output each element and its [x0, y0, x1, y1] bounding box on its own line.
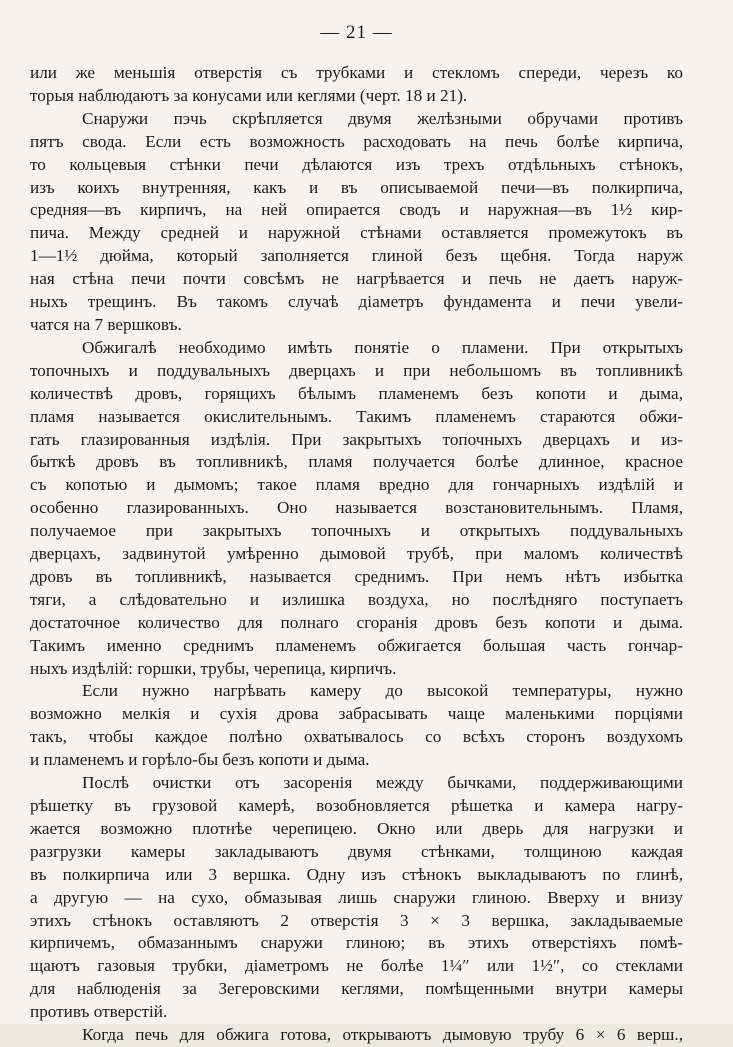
paragraph [30, 1024, 683, 1047]
text-line: ныхъ издѣлій: горшки, трубы, черепица, кирпичъ. [30, 658, 397, 678]
text-line: быткѣ дровъ въ топливникѣ, пламя получается болѣе длинное, красное [30, 452, 683, 472]
text-line: Обжигалѣ необходимо имѣть понятіе о пламени. При открытыхъ [82, 337, 683, 357]
paragraph [30, 337, 683, 681]
text-line: ныхъ трещинъ. Въ такомъ случаѣ діаметръ фундамента и печи увели- [30, 292, 683, 312]
text-line: рѣшетку въ грузовой камерѣ, возобновляется рѣшетка и камера нагру- [30, 796, 683, 815]
text-line: гать глазированныя издѣлія. При закрытыхъ топочныхъ дверцахъ и из- [30, 429, 683, 449]
text-line: возможно мелкія и сухія дрова забрасывать чаще маленькими порціями [30, 704, 683, 724]
paragraph [30, 772, 683, 1024]
text-line: дровъ въ топливникѣ, называется среднимъ. При немъ нѣтъ избытка [30, 566, 683, 586]
text-line: пламя называется окислительнымъ. Такимъ пламенемъ стараются обжи- [30, 406, 683, 426]
text-line: торыя наблюдаютъ за конусами или кеглями (черт. 18 и 21). [30, 85, 468, 105]
text-line: съ копотью и дымомъ; такое пламя вредно для гончарныхъ издѣлій и [30, 475, 683, 495]
text-line: въ полкирпича или 3 вершка. Одну изъ стѣнокъ выкладываютъ по глинѣ, [30, 864, 683, 884]
text-line: чатся на 7 вершковъ. [30, 314, 182, 334]
text-line: кирпичемъ, обмазаннымъ снаружи глиною; въ этихъ отверстіяхъ помѣ- [30, 933, 683, 953]
text-line: количествѣ дровъ, горящихъ бѣлымъ пламенемъ безъ копоти и дыма, [30, 383, 683, 403]
text-line: получаемое при закрытыхъ топочныхъ и открытыхъ поддувальныхъ [30, 521, 683, 541]
text-line: ная стѣна печи почти совсѣмъ не нагрѣвается и печь не даетъ наруж- [30, 269, 683, 289]
text-line: Послѣ очистки отъ засоренія между бычками, поддерживающими [82, 773, 683, 793]
text-line: и пламенемъ и горѣло-бы безъ копоти и дыма. [30, 750, 370, 770]
text-line: для наблюденія за Зегеровскими кеглями, помѣщенными внутри камеры [30, 979, 683, 999]
text-line: Если нужно нагрѣвать камеру до высокой температуры, нужно [82, 681, 683, 701]
text-line: жается возможно плотнѣе черепицею. Окно или дверь для нагрузки и [30, 818, 683, 838]
text-line: Когда печь для обжига готова, открываютъ дымовую трубу 6 × 6 верш., [82, 1025, 683, 1045]
text-line: этихъ стѣнокъ оставляютъ 2 отверстія 3 × 3 вершка, закладываемые [30, 910, 683, 930]
text-line: изъ коихъ внутренняя, какъ и въ описываемой печи—въ полкирпича, [30, 177, 683, 197]
text-line: тяги, а слѣдовательно и излишка воздуха, но послѣдняго поступаетъ [30, 589, 683, 609]
text-line: то кольцевыя стѣнки печи дѣлаются изъ трехъ отдѣльныхъ стѣнокъ, [30, 154, 683, 174]
text-line: Такимъ именно среднимъ пламенемъ обжигается большая часть гончар- [30, 635, 683, 655]
paragraph [30, 680, 683, 772]
paragraph [30, 108, 683, 337]
page-number: — 21 — [320, 22, 393, 43]
text-line: пятъ свода. Если есть возможность расходовать на печь болѣе кирпича, [30, 131, 683, 151]
text-line: топочныхъ и поддувальныхъ дверцахъ и при небольшомъ въ топливникѣ [30, 360, 683, 380]
text-line: щаютъ газовыя трубки, діаметромъ не болѣе 1¼″ или 1½″, со стеклами [30, 956, 683, 976]
text-line: противъ отверстій. [30, 1002, 168, 1022]
paragraph [30, 62, 683, 108]
text-line: дверцахъ, задвинутой умѣренно дымовой трубѣ, при маломъ количествѣ [30, 544, 683, 564]
text-line: такъ, чтобы каждое полѣно охватывалось со всѣхъ сторонъ воздухомъ [30, 727, 683, 747]
text-line: 1—1½ дюйма, который заполняется глиной безъ щебня. Тогда наруж [30, 246, 683, 266]
text-line: достаточное количество для полнаго сгоранія дровъ безъ копоти и дыма. [30, 612, 683, 632]
text-line: Снаружи пэчь скрѣпляется двумя желѣзными обручами противъ [82, 108, 683, 128]
text-line: особенно глазированныхъ. Оно называется возстановительнымъ. Пламя, [30, 498, 683, 518]
text-line: или же меньшія отверстія съ трубками и стекломъ спереди, черезъ ко [30, 63, 683, 82]
text-line: разгрузки камеры закладываютъ двумя стѣнками, толщиною каждая [30, 841, 683, 861]
body-text [30, 62, 683, 1047]
text-line: пича. Между средней и наружной стѣнами оставляется промежутокъ въ [30, 223, 683, 243]
text-line: а другую — на сухо, обмазывая лишь снаружи глиною. Вверху и внизу [30, 887, 683, 907]
text-line: средняя—въ кирпичъ, на ней опирается сводъ и наружная—въ 1½ кир- [30, 200, 683, 220]
